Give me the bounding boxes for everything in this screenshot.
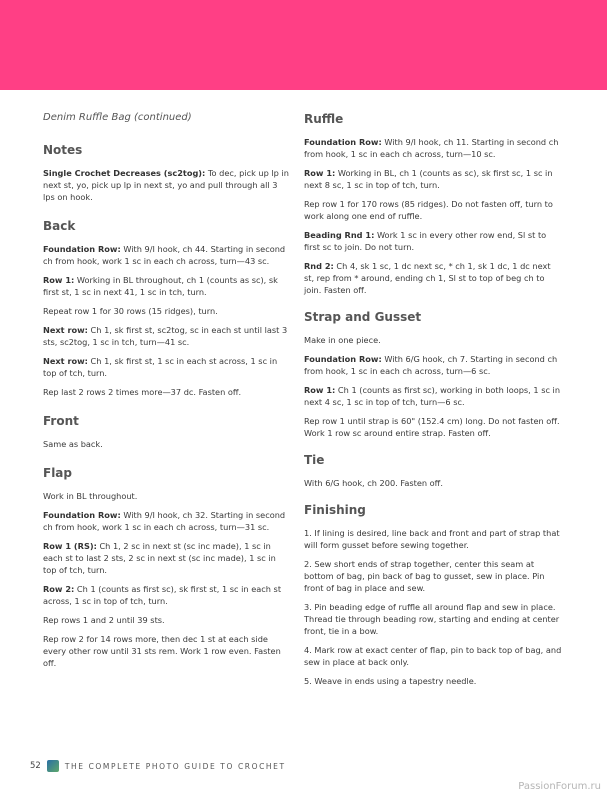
finishing-step-1: 1. If lining is desired, line back and front and part of strap that will form gusset before sewing together. [304,528,560,550]
notes-text: To dec, pick up lp in next st, yo, pick up lp in next st, yo and pull through all 3 lps on hook. [43,168,289,202]
back-next-row-a [43,324,290,348]
flap-rep-row-2: Rep row 2 for 14 rows more, then dec 1 st at each side every other row until 31 sts rem. Work 1 row even. Fasten off. [43,634,281,668]
finishing-step-4: 4. Mark row at exact center of flap, pin to back top of bag, and sew in place at back only. [304,645,562,667]
ruffle-rnd-2 [304,260,562,296]
strap-foundation-label: Foundation Row: [304,354,382,364]
ruffle-row-1-label: Row 1: [304,168,336,178]
ruffle-heading: Ruffle [304,112,344,126]
flap-heading: Flap [43,466,72,480]
flap-row-1-label: Row 1 (RS): [43,541,97,551]
strap-row-1 [304,384,562,408]
notes-paragraph [43,167,290,203]
watermark: PassionForum.ru [518,781,601,792]
flap-foundation-row [43,509,290,533]
ruffle-foundation-label: Foundation Row: [304,137,382,147]
back-row-1-text: Working in BL throughout, ch 1 (counts as sc), sk first st, 1 sc in next 41, 1 sc in tch, turn. [43,275,278,297]
back-heading: Back [43,219,76,233]
front-text: Same as back. [43,439,103,449]
running-head: Denim Ruffle Bag (continued) [43,112,192,123]
book-title: THE COMPLETE PHOTO GUIDE TO CROCHET [64,761,286,771]
flap-row-1-text: Ch 1, 2 sc in next st (sc inc made), 1 sc in each st to last 2 sts, 2 sc in next st (sc inc made), 1 sc in top of tch, turn. [43,541,276,575]
page-footer [30,759,286,773]
strap-foundation-row [304,353,562,377]
tie-heading: Tie [304,453,325,467]
ruffle-foundation-text: With 9/I hook, ch 11. Starting in second ch from hook, 1 sc in each ch across, turn—10 sc. [304,137,559,159]
back-row-1-label: Row 1: [43,275,75,285]
back-foundation-label: Foundation Row: [43,244,121,254]
back-next-row-a-label: Next row: [43,325,88,335]
back-rep-last: Rep last 2 rows 2 times more—37 dc. Fasten off. [43,387,242,397]
back-next-row-b-label: Next row: [43,356,88,366]
flap-row-2-text: Ch 1 (counts as first sc), sk first st, 1 sc in each st across, 1 sc in top of tch, turn. [43,584,282,606]
flap-row-1 [43,540,290,576]
notes-heading: Notes [43,143,83,157]
strap-row-1-label: Row 1: [304,385,336,395]
finishing-step-5: 5. Weave in ends using a tapestry needle. [304,676,477,686]
ruffle-beading-label: Beading Rnd 1: [304,230,375,240]
ruffle-rnd-2-text: Ch 4, sk 1 sc, 1 dc next sc, * ch 1, sk 1 dc, 1 dc next st, rep from * around, ending ch 1, Sl st to top of beg ch to join. Fasten off. [304,261,551,295]
ruffle-rep-row: Rep row 1 for 170 rows (85 ridges). Do not fasten off, turn to work along one end of ruffle. [304,199,553,221]
strap-heading: Strap and Gusset [304,310,422,324]
ruffle-rnd-2-label: Rnd 2: [304,261,334,271]
header-banner [0,0,607,90]
flap-intro: Work in BL throughout. [43,491,138,501]
flap-foundation-text: With 9/I hook, ch 32. Starting in second ch from hook, work 1 sc in each ch across, turn—31 sc. [43,510,286,532]
notes-label: Single Crochet Decreases (sc2tog): [43,168,206,178]
strap-intro: Make in one piece. [304,335,381,345]
ruffle-beading-rnd-1 [304,229,562,253]
ruffle-beading-text: Work 1 sc in every other row end, Sl st to first sc to join. Do not turn. [304,230,547,252]
back-next-row-a-text: Ch 1, sk first st, sc2tog, sc in each st until last 3 sts, sc2tog, 1 sc in tch, turn—41 sc. [43,325,288,347]
finishing-heading: Finishing [304,503,366,517]
tie-text: With 6/G hook, ch 200. Fasten off. [304,478,443,488]
finishing-step-2: 2. Sew short ends of strap together, center this seam at bottom of bag, pin back of bag to gusset, sew in place. Pin front of bag in place and sew. [304,559,545,593]
back-foundation-text: With 9/I hook, ch 44. Starting in second ch from hook, work 1 sc in each ch across, turn—43 sc. [43,244,286,266]
flap-row-2 [43,583,290,607]
strap-rep-row: Rep row 1 until strap is 60" (152.4 cm) long. Do not fasten off. Work 1 row sc around entire strap. Fasten off. [304,416,560,438]
back-foundation-row [43,243,290,267]
flap-rep-rows: Rep rows 1 and 2 until 39 sts. [43,615,165,625]
front-heading: Front [43,414,79,428]
book-logo-icon [47,760,59,772]
back-repeat: Repeat row 1 for 30 rows (15 ridges), turn. [43,306,218,316]
strap-row-1-text: Ch 1 (counts as first sc), working in both loops, 1 sc in next 4 sc, 1 sc in top of tch, turn—6 sc. [304,385,561,407]
back-next-row-b [43,355,290,379]
flap-foundation-label: Foundation Row: [43,510,121,520]
flap-row-2-label: Row 2: [43,584,75,594]
page-number: 52 [30,761,41,771]
ruffle-row-1 [304,167,562,191]
back-next-row-b-text: Ch 1, sk first st, 1 sc in each st across, 1 sc in top of tch, turn. [43,356,278,378]
ruffle-foundation-row [304,136,562,160]
strap-foundation-text: With 6/G hook, ch 7. Starting in second ch from hook, 1 sc in each ch across, turn—6 sc. [304,354,558,376]
left-column [43,112,290,676]
finishing-step-3: 3. Pin beading edge of ruffle all around flap and sew in place. Thread tie through beading row, starting and ending at center front, tie in a bow. [304,602,560,636]
right-column [304,112,562,694]
back-row-1 [43,274,290,298]
ruffle-row-1-text: Working in BL, ch 1 (counts as sc), sk first sc, 1 sc in next 8 sc, 1 sc in top of tch, turn. [304,168,553,190]
